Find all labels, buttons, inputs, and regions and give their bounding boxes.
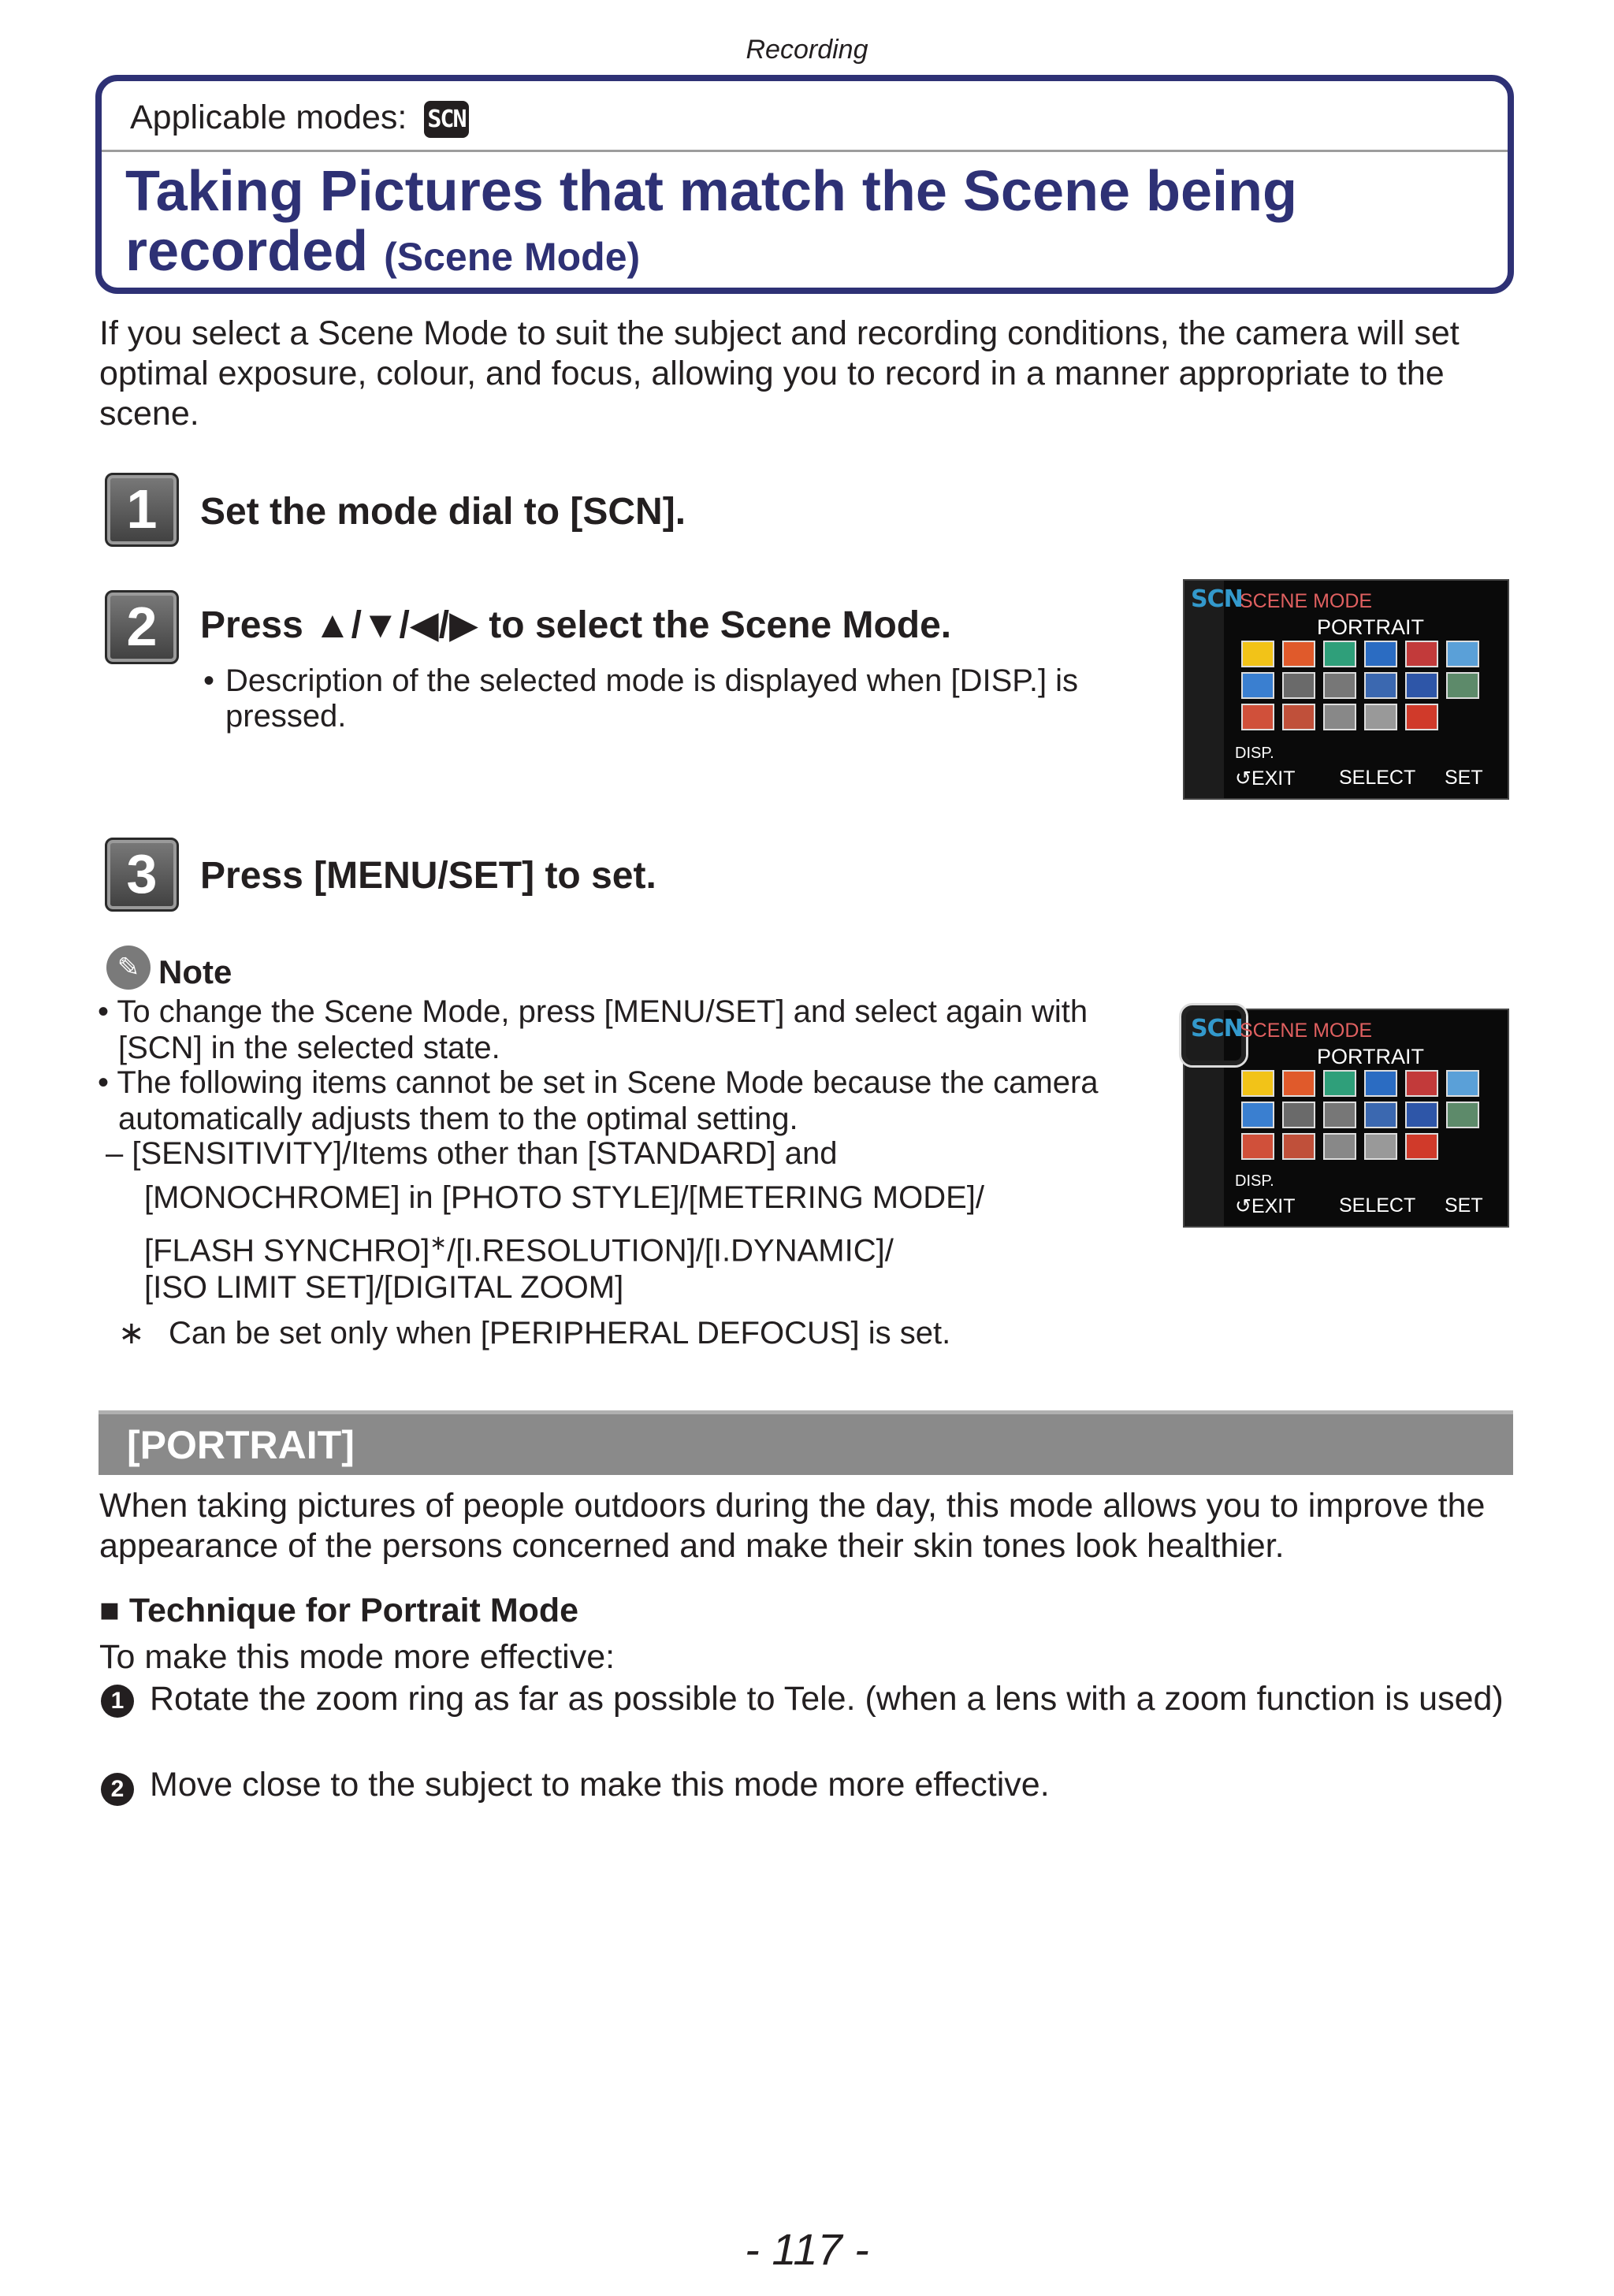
mode-tile <box>1323 1102 1356 1128</box>
mode-tile <box>1446 1102 1479 1128</box>
mode-tile <box>1364 1102 1397 1128</box>
mode-tile <box>1282 1102 1315 1128</box>
mode-tile <box>1446 672 1479 699</box>
screen-exit: ↺EXIT <box>1235 767 1296 789</box>
note-line-part: [FLASH SYNCHRO] <box>144 1233 430 1269</box>
screen-select: SELECT <box>1339 1194 1416 1217</box>
step-1-icon: 1 <box>105 473 179 547</box>
footnote: Can be set only when [PERIPHERAL DEFOCUS] is set. <box>169 1316 951 1350</box>
screen-mode-grid <box>1240 641 1492 735</box>
mode-tile <box>1241 641 1274 667</box>
page-title <box>125 162 1497 287</box>
camera-screen-2 <box>1183 1009 1509 1228</box>
mode-tile <box>1446 641 1479 667</box>
section-label: Recording <box>746 35 868 65</box>
step-2-icon: 2 <box>105 590 179 664</box>
portrait-heading: [PORTRAIT] <box>127 1423 355 1467</box>
mode-tile <box>1364 641 1397 667</box>
screen-scn-icon: SCN <box>1191 585 1243 613</box>
mode-tile <box>1323 641 1356 667</box>
technique-item-1-text: Rotate the zoom ring as far as possible to Tele. (when a lens with a zoom function is used) <box>150 1680 1504 1718</box>
title-line-2 <box>125 221 1497 287</box>
note-line-part: /[I.RESOLUTION]/[I.DYNAMIC]/ <box>447 1233 894 1269</box>
mode-tile <box>1405 1102 1438 1128</box>
technique-item-1-number: 1 <box>101 1685 134 1718</box>
mode-tile <box>1364 1133 1397 1160</box>
screen-title: SCENE MODE <box>1240 1020 1373 1042</box>
title-box <box>95 75 1514 294</box>
technique-intro: To make this mode more effective: <box>99 1638 615 1676</box>
step-1-text: Set the mode dial to [SCN]. <box>200 491 686 533</box>
mode-tile <box>1405 1070 1438 1097</box>
screen-mode-name: PORTRAIT <box>1317 1045 1425 1068</box>
mode-tile <box>1405 1133 1438 1160</box>
mode-tile <box>1282 672 1315 699</box>
title-line-1: Taking Pictures that match the Scene being <box>125 160 1298 223</box>
mode-tile <box>1282 1133 1315 1160</box>
note-line <box>144 1225 894 1269</box>
portrait-description: When taking pictures of people outdoors during the day, this mode allows you to improve the appearance of the persons concerned and make their skin tones look healthier. <box>99 1487 1486 1565</box>
technique-item-2-text: Move close to the subject to make this mode more effective. <box>150 1766 1050 1804</box>
mode-tile <box>1241 704 1274 730</box>
mode-tile <box>1282 704 1315 730</box>
screen-exit: ↺EXIT <box>1235 1195 1296 1217</box>
mode-tile <box>1323 704 1356 730</box>
screen-disp: DISP. <box>1235 1172 1274 1190</box>
note-line: [MONOCHROME] in [PHOTO STYLE]/[METERING MODE]/ <box>144 1180 985 1215</box>
screen-set: SET <box>1445 767 1483 789</box>
note-line: – [SENSITIVITY]/Items other than [STANDARD] and <box>106 1136 838 1171</box>
technique-item-2-number: 2 <box>101 1773 134 1806</box>
screen-exit-label: EXIT <box>1251 1195 1296 1217</box>
mode-tile <box>1405 704 1438 730</box>
camera-screen-1 <box>1183 579 1509 800</box>
note-asterisk-ref: ∗ <box>430 1231 448 1254</box>
step-3-icon: 3 <box>105 838 179 912</box>
note-line: [ISO LIMIT SET]/[DIGITAL ZOOM] <box>144 1270 624 1305</box>
note-label: Note <box>158 953 232 990</box>
note-line: • To change the Scene Mode, press [MENU/SET] and select again with <box>98 994 1088 1029</box>
mode-tile <box>1241 1070 1274 1097</box>
screen-mode-name: PORTRAIT <box>1317 615 1425 639</box>
footnote-asterisk: ∗ <box>118 1316 145 1350</box>
note-line: automatically adjusts them to the optimal setting. <box>118 1102 798 1136</box>
portrait-section-bar <box>99 1410 1513 1475</box>
screen-title: SCENE MODE <box>1240 590 1373 612</box>
mode-tile <box>1241 672 1274 699</box>
step-2-bullet-dot: • <box>203 663 215 698</box>
mode-tile <box>1364 1070 1397 1097</box>
note-line: • The following items cannot be set in Scene Mode because the camera <box>98 1065 1099 1100</box>
applicable-modes <box>130 98 469 138</box>
applicable-modes-row <box>102 81 1508 152</box>
mode-tile <box>1405 672 1438 699</box>
mode-tile <box>1241 1102 1274 1128</box>
step-2-bullet: Description of the selected mode is displayed when [DISP.] is pressed. <box>225 663 1079 734</box>
step-2-text: Press ▲/▼/◀/▶ to select the Scene Mode. <box>200 604 952 646</box>
screen-disp: DISP. <box>1235 745 1274 762</box>
intro-paragraph: If you select a Scene Mode to suit the subject and recording conditions, the camera will set optimal exposure, colour, and focus, allowing you to record in a manner appropriate to the scene. <box>99 314 1460 433</box>
mode-tile <box>1446 1070 1479 1097</box>
mode-tile <box>1323 1070 1356 1097</box>
mode-tile <box>1364 704 1397 730</box>
technique-title: ■ Technique for Portrait Mode <box>99 1592 579 1629</box>
screen-mode-grid <box>1240 1070 1492 1165</box>
screen-scn-icon: SCN <box>1191 1015 1243 1042</box>
screen-exit-label: EXIT <box>1251 767 1296 789</box>
step-3-text: Press [MENU/SET] to set. <box>200 855 656 897</box>
mode-tile <box>1405 641 1438 667</box>
title-line-2-main: recorded <box>125 220 369 283</box>
screen-set: SET <box>1445 1194 1483 1217</box>
note-line: [SCN] in the selected state. <box>118 1031 500 1065</box>
note-icon: ✎ <box>106 946 151 990</box>
mode-tile <box>1282 1070 1315 1097</box>
page-number: - 117 - <box>745 2224 869 2274</box>
mode-tile <box>1323 672 1356 699</box>
title-suffix: (Scene Mode) <box>384 235 641 279</box>
screen-select: SELECT <box>1339 767 1416 789</box>
mode-tile <box>1241 1133 1274 1160</box>
mode-tile <box>1364 672 1397 699</box>
screen-sidebar <box>1184 581 1224 798</box>
applicable-modes-label: Applicable modes: <box>130 98 407 136</box>
mode-tile <box>1282 641 1315 667</box>
scn-mode-icon: SCN <box>424 101 468 138</box>
mode-tile <box>1323 1133 1356 1160</box>
